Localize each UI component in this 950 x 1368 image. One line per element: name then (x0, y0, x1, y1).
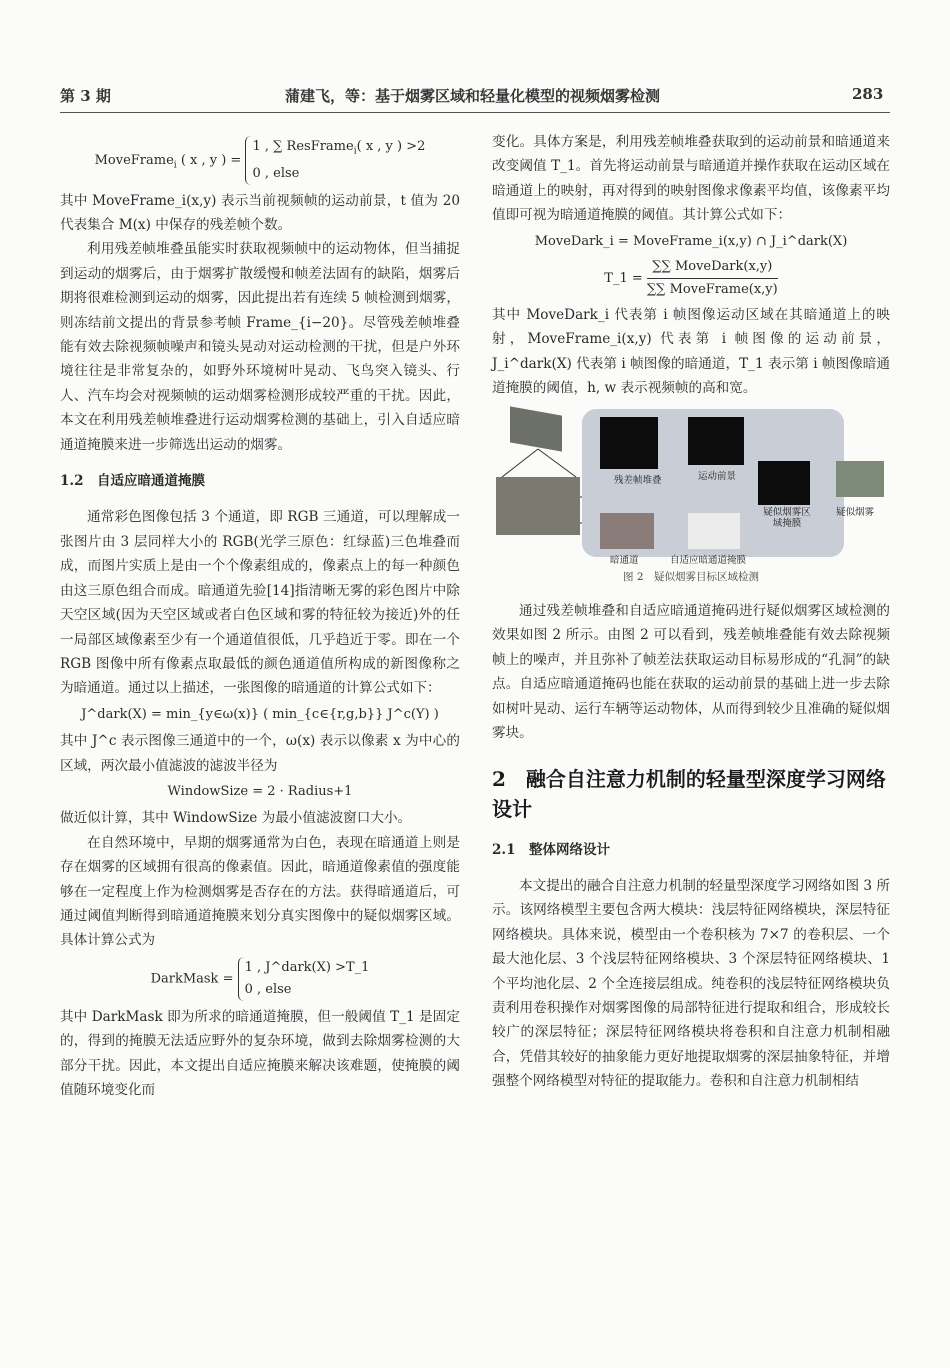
equation-dark-channel: J^dark(X) = min_{y∈ω(x)} ( min_{c∈{r,g,b}} J^c(Y) ) (81, 706, 439, 722)
paragraph: 做近似计算，其中 WindowSize 为最小值滤波窗口大小。 (60, 810, 412, 827)
eq-cases: 1 , ∑ ResFrame$_i$( x , y ) >2 0 , else (245, 136, 425, 185)
paragraph: 在自然环境中，早期的烟雾通常为白色，表现在暗通道上则是存在烟雾的区域拥有很高的像素值。因此，暗通道像素值的强度能够在一定程度上作为检测烟雾是否存在的方法。获得暗通道后，可通过阈值判断得到暗通道掩膜来划分真实图像中的疑似烟雾区域。具体计算公式为 (60, 834, 460, 949)
paragraph: 利用残差帧堆叠虽能实时获取视频帧中的运动物体，但当捕捉到运动的烟雾后，由于烟雾扩散缓慢和帧差法固有的缺陷，烟雾后期将很难检测到运动的烟雾，因此提出若有连续 5 帧检测到烟雾，则冻结前文提出的背景参考帧 Frame_{i−20}。尽管残差帧堆叠能有效去除视频帧噪声和镜头晃动对运动检测的干扰，但是户外环境往往是非常复杂的，如野外环境树叶晃动、飞鸟突入镜头、行人、汽车均会对视频帧的运动烟雾检测形成较严重的干扰。因此，本文在利用残差帧堆叠进行运动烟雾检测的基础上，引入自适应暗通道掩膜来进一步筛选出运动的烟雾。 (60, 241, 460, 453)
eq-case1: 1 , J^dark(X) >T_1 (244, 959, 370, 975)
paragraph: 变化。具体方案是，利用残差帧堆叠获取到的运动前景和暗通道来改变阈值 T_1。首先将运动前景与暗通道并操作获取在运动区域在暗通道上的映射，再对得到的映射图像求像素平均值，该像素平均值即可视为暗通道掩膜的阈值。其计算公式如下： (492, 134, 890, 224)
equation-window-size: WindowSize = 2 · Radius+1 (167, 783, 353, 799)
eq-args: ( x , y ) = (180, 152, 242, 168)
paragraph: 其中 J^c 表示图像三通道中的一个，ω(x) 表示以像素 x 为中心的区域，两次最小值滤波的滤波半径为 (60, 733, 460, 774)
eq-lhs: T_1 = (604, 271, 643, 287)
section-heading-2-1: 2.1 整体网络设计 (492, 841, 610, 858)
equation-movedark: MoveDark_i = MoveFrame_i(x,y) ∩ J_i^dark(X) (534, 233, 848, 249)
dark-channel-image (600, 513, 654, 549)
page-number: 283 (852, 85, 884, 103)
label-motion-foreground: 运动前景 (698, 470, 737, 482)
eq-sub: i (173, 160, 177, 171)
equation-darkmask (60, 957, 460, 1001)
section-heading-1-2: 1.2 自适应暗通道掩膜 (60, 473, 205, 490)
paragraph: 其中 DarkMask 即为所求的暗通道掩膜，但一般阈值 T_1 是固定的，得到的掩膜无法适应野外的复杂环境，做到去除烟雾检测的大部分干扰。因此，本文提出自适应掩膜来解决该难题，使掩膜的阈值随环境变化而 (60, 1008, 460, 1098)
eq-case1b: ( x , y ) >2 (356, 139, 426, 154)
running-title: 蒲建飞，等：基于烟雾区域和轻量化模型的视频烟雾检测 (285, 87, 661, 105)
left-column (60, 130, 460, 1102)
eq-numerator: ∑∑ MoveDark(x,y) (647, 256, 778, 279)
paragraph: 通过残差帧堆叠和自适应暗通道掩码进行疑似烟雾区域检测的效果如图 2 所示。由图 2 可以看到，残差帧堆叠能有效去除视频帧上的噪声，并且弥补了帧差法获取运动目标易形成的“孔洞”的缺点。自适应暗通道掩码也能在获取的运动前景的基础上进一步去除如树叶晃动、运行车辆等运动物体，从而得到较少且准确的疑似烟雾块。 (492, 603, 890, 742)
issue-number: 第 3 期 (60, 87, 111, 105)
suspected-smoke-mask-image (758, 461, 810, 505)
eq-case1: 1 , ∑ ResFrame (252, 139, 354, 154)
eq-denominator: ∑∑ MoveFrame(x,y) (646, 282, 778, 298)
right-column (492, 130, 890, 1094)
eq-cases (238, 957, 370, 1001)
suspected-smoke-image (836, 461, 884, 497)
label-dark-channel: 暗通道 (610, 554, 639, 566)
paragraph: 其中 MoveFrame_i(x,y) 表示当前视频帧的运动前景，t 值为 20 代表集合 M(x) 中保存的残差帧个数。 (60, 192, 460, 233)
label-residual-stack: 残差帧堆叠 (614, 474, 662, 486)
residual-stack-image (600, 417, 658, 469)
paragraph: 本文提出的融合自注意力机制的轻量型深度学习网络如图 3 所示。该网络模型主要包含两大模块：浅层特征网络模块，深层特征网络模块。具体来说，模型由一个卷积核为 7×7 的卷积层、一个最大池化层、3 个浅层特征网络模块、3 个深层特征网络模块、1 个平均池化层、2 个全连接层组成。纯卷积的浅层特征网络模块负责利用卷积操作对烟雾图像的局部特征进行提取和组合，形成较长较广的深层特征；深层特征网络模块将卷积和自注意力机制相融合，凭借其较好的抽象能力更好地提取烟雾的深层抽象特征，并增强整个网络模型对特征的提取能力。卷积和自注意力机制相结 (492, 877, 890, 1090)
label-adaptive-mask: 自适应暗通道掩膜 (670, 554, 747, 566)
adaptive-mask-image (688, 513, 740, 549)
eq-lhs: MoveFrame (94, 152, 174, 168)
figure-2 (492, 409, 890, 566)
label-suspected-smoke-mask: 疑似烟雾区域掩膜 (763, 506, 811, 529)
equation-t1 (492, 256, 890, 301)
eq-case2: 0 , else (244, 981, 292, 997)
eq-fraction (647, 256, 778, 301)
paragraph: 通常彩色图像包括 3 个通道，即 RGB 三通道，可以理解成一张图片由 3 层同样大小的 RGB(光学三原色：红绿蓝)三色堆叠而成，而图片实质上是由一个个像素组成的，像素点上的每一种颜色由这三原色组合而成。暗通道先验[14]指清晰无雾的彩色图片中除天空区域(因为天空区域或者白色区域和雾的特征较为接近)外的任一局部区域像素至少有一个通道值很低，几乎趋近于零。即在一个 RGB 图像中所有像素点取最低的颜色通道值所构成的新图像称之为暗通道。通过以上描述，一张图像的暗通道的计算公式如下： (60, 509, 460, 697)
label-suspected-smoke: 疑似烟雾 (836, 506, 875, 518)
header-rule (60, 112, 890, 113)
motion-foreground-image (688, 417, 744, 465)
eq-lhs: DarkMask = (150, 971, 234, 987)
paragraph: 其中 MoveDark_i 代表第 i 帧图像运动区域在其暗通道上的映射，MoveFrame_i(x,y) 代表第 i 帧图像的运动前景，J_i^dark(X) 代表第 i 帧图像的暗通道，T_1 表示第 i 帧图像暗通道掩膜的阈值，h, w 表示视频帧的高和宽。 (492, 307, 890, 397)
figure-caption: 图 2 疑似烟雾目标区域检测 (622, 570, 760, 583)
section-heading-2: 2 融合自注意力机制的轻量型深度学习网络设计 (492, 766, 886, 821)
eq-case2: 0 , else (252, 165, 300, 181)
equation-moveframe (60, 136, 460, 185)
